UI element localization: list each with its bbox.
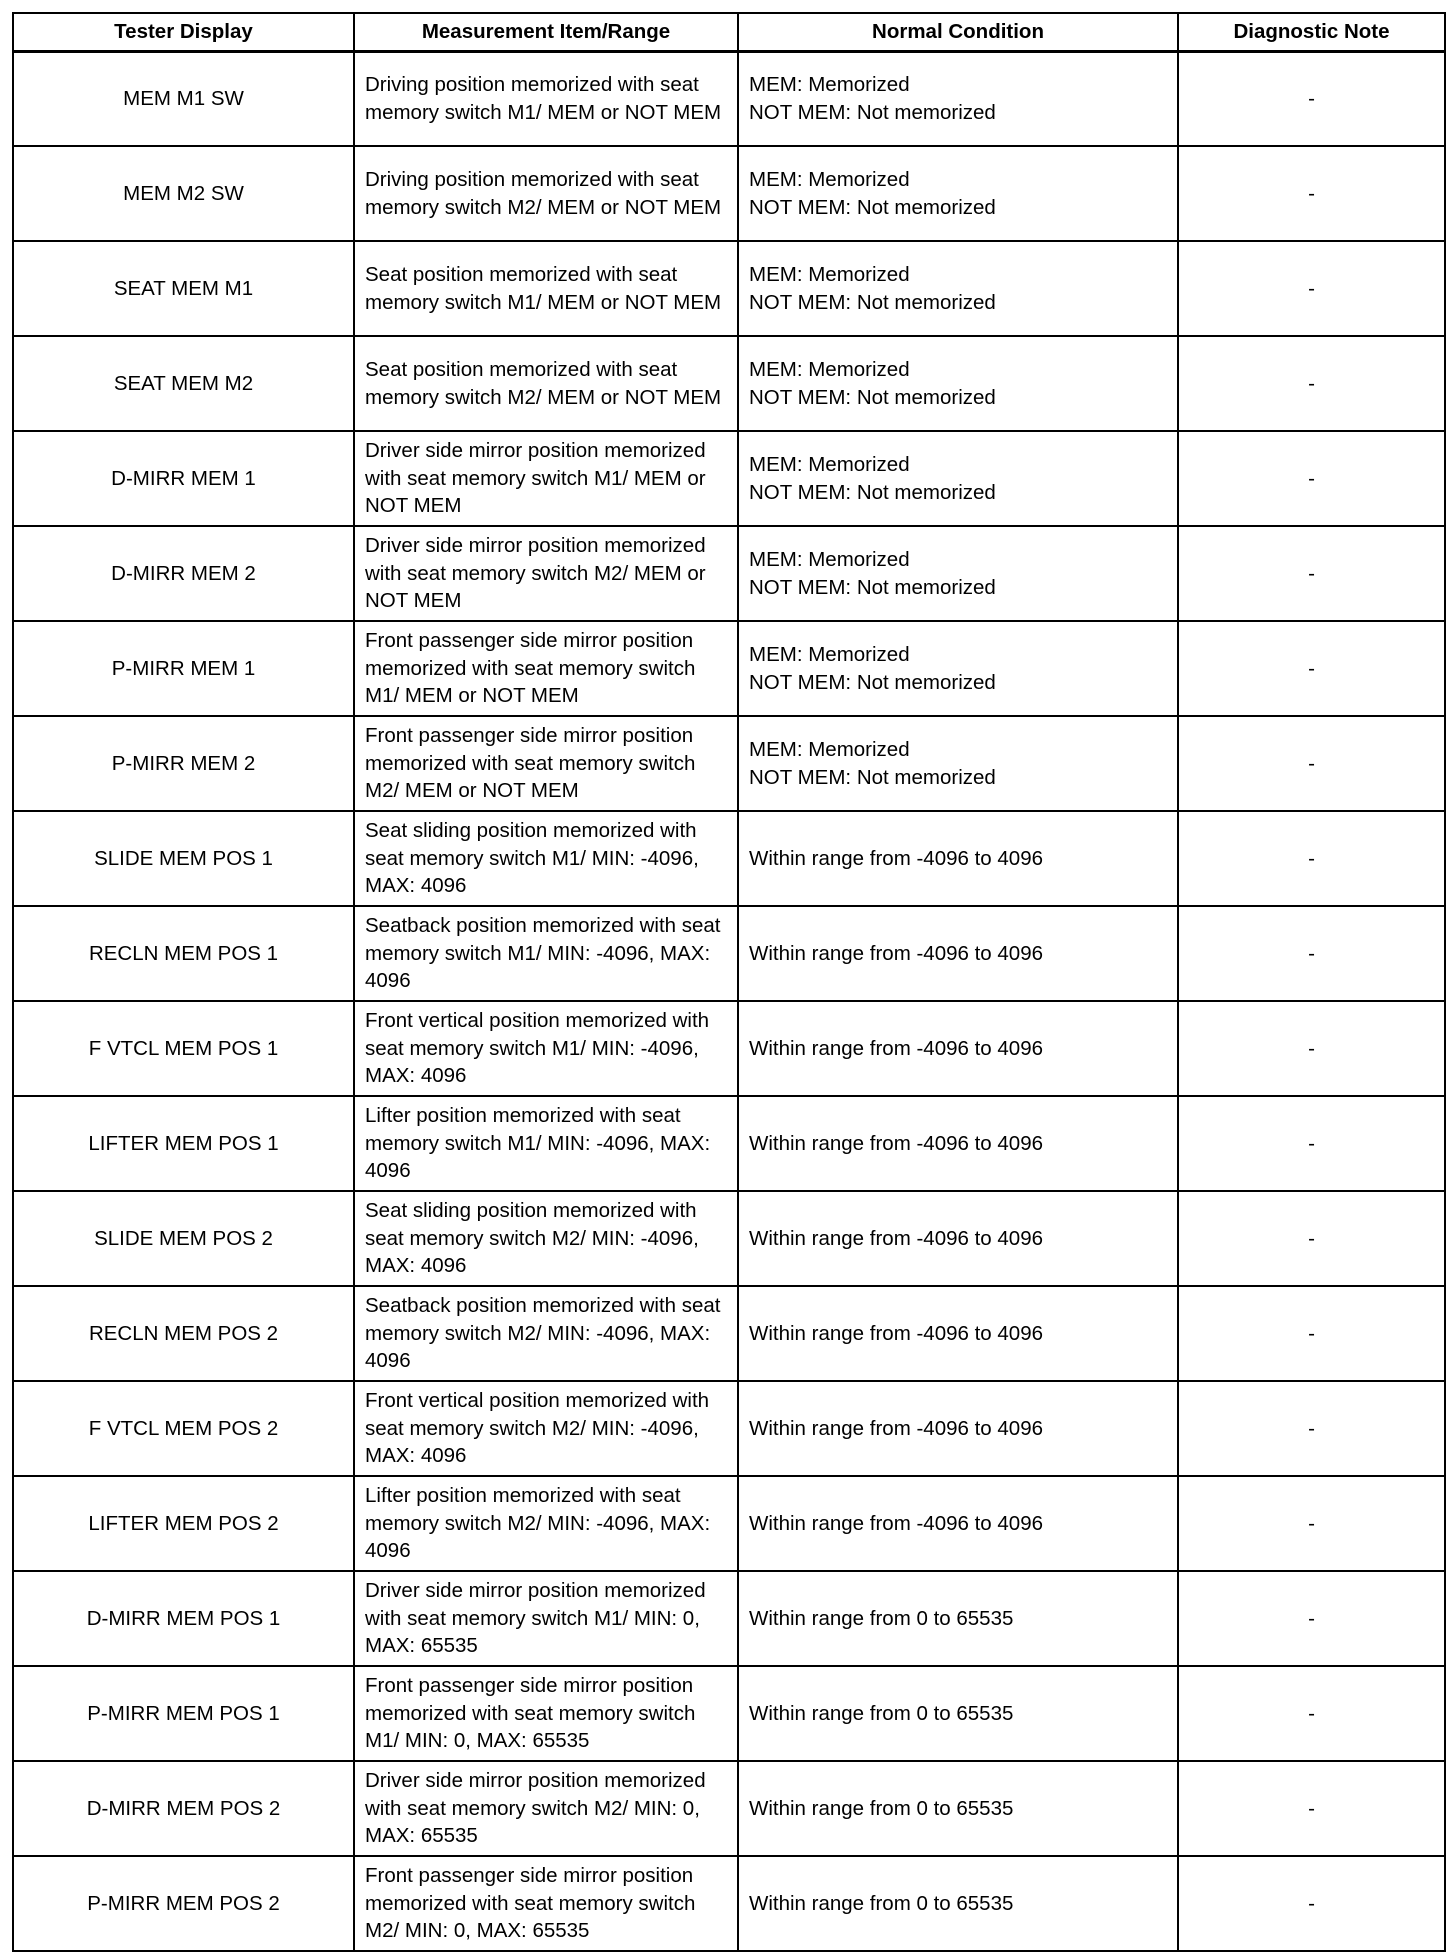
cell-normal-condition (738, 1286, 1178, 1381)
normal-condition-line: MEM: Memorized (749, 453, 910, 476)
cell-measurement-item-range: Driving position memorized with seat memory switch M1/ MEM or NOT MEM (354, 51, 738, 146)
cell-diagnostic-note: - (1178, 1381, 1445, 1476)
cell-normal-condition (738, 1571, 1178, 1666)
cell-normal-condition (738, 1191, 1178, 1286)
cell-measurement-item-range: Driver side mirror position memorized with seat memory switch M1/ MEM or NOT MEM (354, 431, 738, 526)
cell-measurement-item-range: Front passenger side mirror position memorized with seat memory switch M1/ MEM or NOT MEM (354, 621, 738, 716)
cell-diagnostic-note: - (1178, 1666, 1445, 1761)
cell-normal-condition (738, 1761, 1178, 1856)
cell-normal-condition (738, 1001, 1178, 1096)
normal-condition-line: Within range from -4096 to 4096 (749, 1226, 1043, 1250)
table-row (13, 1761, 1445, 1856)
cell-diagnostic-note: - (1178, 431, 1445, 526)
cell-measurement-item-range: Front vertical position memorized with seat memory switch M2/ MIN: -4096, MAX: 4096 (354, 1381, 738, 1476)
normal-condition-line: Within range from 0 to 65535 (749, 1701, 1014, 1725)
table-row (13, 1286, 1445, 1381)
cell-measurement-item-range: Lifter position memorized with seat memory switch M1/ MIN: -4096, MAX: 4096 (354, 1096, 738, 1191)
normal-condition-line: Within range from 0 to 65535 (749, 1891, 1014, 1915)
cell-normal-condition (738, 1476, 1178, 1571)
cell-tester-display: LIFTER MEM POS 1 (13, 1096, 354, 1191)
cell-tester-display: SEAT MEM M2 (13, 336, 354, 431)
cell-measurement-item-range: Seat position memorized with seat memory switch M2/ MEM or NOT MEM (354, 336, 738, 431)
cell-tester-display: SEAT MEM M1 (13, 241, 354, 336)
cell-normal-condition (738, 146, 1178, 241)
normal-condition-line: Within range from -4096 to 4096 (749, 846, 1043, 870)
cell-tester-display: F VTCL MEM POS 1 (13, 1001, 354, 1096)
data-list-table (12, 12, 1446, 1952)
cell-tester-display: MEM M2 SW (13, 146, 354, 241)
normal-condition-line: MEM: Memorized (749, 263, 910, 286)
table-row (13, 906, 1445, 1001)
cell-diagnostic-note: - (1178, 146, 1445, 241)
table-row (13, 241, 1445, 336)
cell-normal-condition (738, 336, 1178, 431)
table-row (13, 621, 1445, 716)
cell-tester-display: P-MIRR MEM POS 1 (13, 1666, 354, 1761)
normal-condition-line: NOT MEM: Not memorized (749, 385, 996, 409)
table-row (13, 1001, 1445, 1096)
table-row (13, 431, 1445, 526)
cell-measurement-item-range: Front passenger side mirror position memorized with seat memory switch M2/ MIN: 0, MAX: 65535 (354, 1856, 738, 1951)
cell-measurement-item-range: Front passenger side mirror position memorized with seat memory switch M1/ MIN: 0, MAX: 65535 (354, 1666, 738, 1761)
cell-normal-condition (738, 716, 1178, 811)
cell-measurement-item-range: Front vertical position memorized with seat memory switch M1/ MIN: -4096, MAX: 4096 (354, 1001, 738, 1096)
table-row (13, 1476, 1445, 1571)
normal-condition-line: NOT MEM: Not memorized (749, 575, 996, 599)
cell-tester-display: D-MIRR MEM 1 (13, 431, 354, 526)
cell-measurement-item-range: Driving position memorized with seat memory switch M2/ MEM or NOT MEM (354, 146, 738, 241)
normal-condition-line: NOT MEM: Not memorized (749, 290, 996, 314)
normal-condition-line: NOT MEM: Not memorized (749, 195, 996, 219)
normal-condition-line: NOT MEM: Not memorized (749, 670, 996, 694)
cell-diagnostic-note: - (1178, 1286, 1445, 1381)
normal-condition-line: Within range from 0 to 65535 (749, 1606, 1014, 1630)
table-row (13, 811, 1445, 906)
header-tester-display: Tester Display (13, 13, 354, 51)
cell-tester-display: SLIDE MEM POS 2 (13, 1191, 354, 1286)
normal-condition-line: MEM: Memorized (749, 73, 910, 97)
cell-tester-display: D-MIRR MEM 2 (13, 526, 354, 621)
header-diagnostic-note: Diagnostic Note (1178, 13, 1445, 51)
normal-condition-line: Within range from 0 to 65535 (749, 1796, 1014, 1820)
cell-tester-display: D-MIRR MEM POS 1 (13, 1571, 354, 1666)
table-row (13, 146, 1445, 241)
table-row (13, 526, 1445, 621)
normal-condition-line: MEM: Memorized (749, 358, 910, 381)
cell-normal-condition (738, 1381, 1178, 1476)
cell-tester-display: P-MIRR MEM POS 2 (13, 1856, 354, 1951)
cell-normal-condition (738, 621, 1178, 716)
cell-tester-display: F VTCL MEM POS 2 (13, 1381, 354, 1476)
cell-measurement-item-range: Seatback position memorized with seat memory switch M1/ MIN: -4096, MAX: 4096 (354, 906, 738, 1001)
cell-diagnostic-note: - (1178, 51, 1445, 146)
cell-diagnostic-note: - (1178, 1096, 1445, 1191)
normal-condition-line: NOT MEM: Not memorized (749, 480, 996, 504)
cell-measurement-item-range: Seat sliding position memorized with seat memory switch M2/ MIN: -4096, MAX: 4096 (354, 1191, 738, 1286)
normal-condition-line: Within range from -4096 to 4096 (749, 1321, 1043, 1345)
cell-measurement-item-range: Seatback position memorized with seat memory switch M2/ MIN: -4096, MAX: 4096 (354, 1286, 738, 1381)
cell-measurement-item-range: Driver side mirror position memorized with seat memory switch M1/ MIN: 0, MAX: 65535 (354, 1571, 738, 1666)
cell-diagnostic-note: - (1178, 716, 1445, 811)
cell-measurement-item-range: Driver side mirror position memorized with seat memory switch M2/ MIN: 0, MAX: 65535 (354, 1761, 738, 1856)
normal-condition-line: MEM: Memorized (749, 738, 910, 761)
table-row (13, 1191, 1445, 1286)
table-row (13, 716, 1445, 811)
cell-normal-condition (738, 811, 1178, 906)
cell-diagnostic-note: - (1178, 621, 1445, 716)
header-normal-condition: Normal Condition (738, 13, 1178, 51)
cell-tester-display: D-MIRR MEM POS 2 (13, 1761, 354, 1856)
cell-measurement-item-range: Seat position memorized with seat memory switch M1/ MEM or NOT MEM (354, 241, 738, 336)
cell-tester-display: P-MIRR MEM 2 (13, 716, 354, 811)
table-body (13, 51, 1445, 1951)
normal-condition-line: Within range from -4096 to 4096 (749, 1511, 1043, 1535)
cell-diagnostic-note: - (1178, 1476, 1445, 1571)
cell-diagnostic-note: - (1178, 906, 1445, 1001)
cell-diagnostic-note: - (1178, 1001, 1445, 1096)
cell-normal-condition (738, 51, 1178, 146)
normal-condition-line: Within range from -4096 to 4096 (749, 941, 1043, 965)
cell-tester-display: MEM M1 SW (13, 51, 354, 146)
normal-condition-line: NOT MEM: Not memorized (749, 100, 996, 124)
cell-diagnostic-note: - (1178, 526, 1445, 621)
cell-normal-condition (738, 431, 1178, 526)
cell-diagnostic-note: - (1178, 1571, 1445, 1666)
cell-measurement-item-range: Seat sliding position memorized with seat memory switch M1/ MIN: -4096, MAX: 4096 (354, 811, 738, 906)
cell-normal-condition (738, 1856, 1178, 1951)
cell-diagnostic-note: - (1178, 1191, 1445, 1286)
cell-diagnostic-note: - (1178, 241, 1445, 336)
normal-condition-line: Within range from -4096 to 4096 (749, 1036, 1043, 1060)
normal-condition-line: Within range from -4096 to 4096 (749, 1416, 1043, 1440)
cell-normal-condition (738, 241, 1178, 336)
normal-condition-line: NOT MEM: Not memorized (749, 765, 996, 789)
table-row (13, 336, 1445, 431)
table-row (13, 1381, 1445, 1476)
cell-diagnostic-note: - (1178, 811, 1445, 906)
cell-normal-condition (738, 1666, 1178, 1761)
cell-diagnostic-note: - (1178, 1856, 1445, 1951)
table-row (13, 1856, 1445, 1951)
normal-condition-line: MEM: Memorized (749, 168, 910, 191)
cell-tester-display: RECLN MEM POS 1 (13, 906, 354, 1001)
header-measurement-item-range: Measurement Item/Range (354, 13, 738, 51)
cell-normal-condition (738, 1096, 1178, 1191)
normal-condition-line: MEM: Memorized (749, 548, 910, 571)
table-header-row (13, 13, 1445, 51)
table-row (13, 51, 1445, 146)
normal-condition-line: MEM: Memorized (749, 643, 910, 666)
cell-measurement-item-range: Driver side mirror position memorized with seat memory switch M2/ MEM or NOT MEM (354, 526, 738, 621)
cell-measurement-item-range: Lifter position memorized with seat memory switch M2/ MIN: -4096, MAX: 4096 (354, 1476, 738, 1571)
cell-diagnostic-note: - (1178, 1761, 1445, 1856)
cell-tester-display: P-MIRR MEM 1 (13, 621, 354, 716)
cell-tester-display: RECLN MEM POS 2 (13, 1286, 354, 1381)
cell-measurement-item-range: Front passenger side mirror position memorized with seat memory switch M2/ MEM or NOT MEM (354, 716, 738, 811)
cell-tester-display: SLIDE MEM POS 1 (13, 811, 354, 906)
table-row (13, 1571, 1445, 1666)
table-row (13, 1096, 1445, 1191)
table-row (13, 1666, 1445, 1761)
cell-normal-condition (738, 526, 1178, 621)
normal-condition-line: Within range from -4096 to 4096 (749, 1131, 1043, 1155)
cell-diagnostic-note: - (1178, 336, 1445, 431)
cell-normal-condition (738, 906, 1178, 1001)
cell-tester-display: LIFTER MEM POS 2 (13, 1476, 354, 1571)
